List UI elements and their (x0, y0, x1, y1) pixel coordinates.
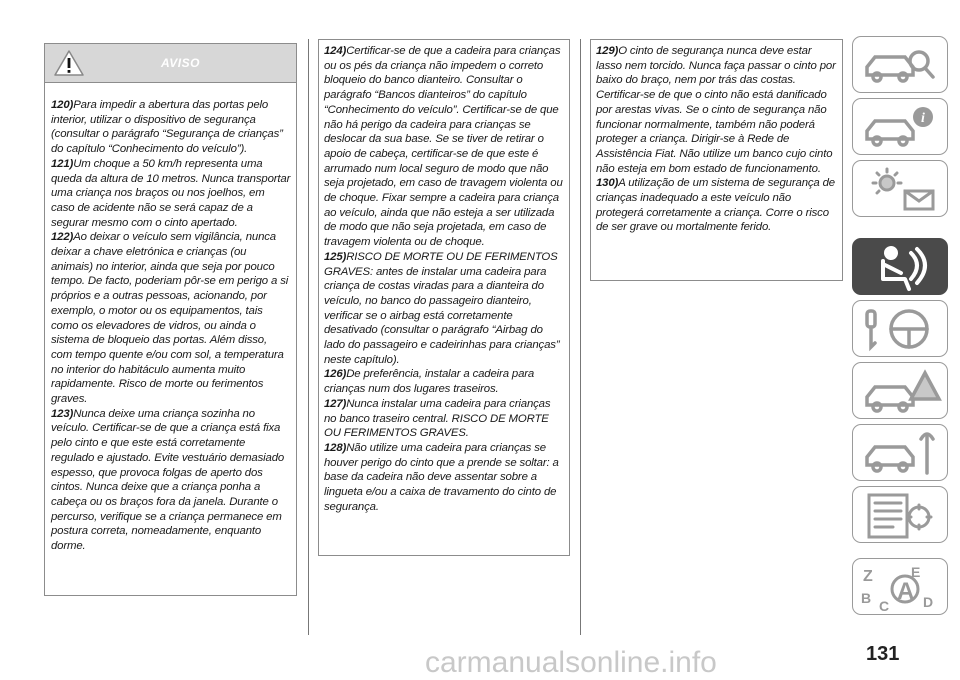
item-number: 123) (51, 407, 74, 420)
specifications-list-icon (853, 487, 949, 544)
tab-safety[interactable] (852, 238, 948, 295)
item-number: 120) (51, 99, 74, 111)
warning-item-129 (596, 44, 837, 176)
item-text: O cinto de segurança nunca deve estar lasso nem torcido. Nunca faça passar o cinto por baixo do braço, nem por trás das costas. Certificar-se de que o cinto não está danificado por arestas vivas. Se o cinto de segurança não funcionar normalmente, também não poderá proteger a criança. Dirigir-se à Rede de Assistência Fiat. Não utilize um banco cujo cinto não esteja em bom estado de funcionamento. (596, 45, 836, 175)
item-number: 126) (324, 368, 347, 381)
item-text: Para impedir a abertura das portas pelo interior, utilizar o dispositivo de segurança (consultar o parágrafo “Segurança de crianças” do capítulo “Conhecimento do veículo”). (51, 99, 283, 156)
warning-body (45, 83, 296, 554)
item-number: 130) (596, 177, 619, 190)
warning-item-123 (51, 407, 291, 554)
warning-box (44, 43, 297, 596)
item-number: 121) (51, 157, 74, 170)
alphabet-index-icon (853, 559, 949, 616)
warning-item-126 (324, 367, 564, 396)
item-number: 128) (324, 441, 347, 454)
tab-car-info[interactable] (852, 98, 948, 155)
item-text: Nunca instalar uma cadeira para crianças no banco traseiro central. RISCO DE MORTE OU FERIMENTOS GRAVES. (324, 397, 551, 440)
tab-technical-data[interactable] (852, 486, 948, 543)
page-number: 131 (866, 643, 900, 665)
tab-starting-driving[interactable] (852, 300, 948, 357)
car-wrench-icon (853, 425, 949, 482)
tab-maintenance[interactable] (852, 424, 948, 481)
car-info-icon (853, 99, 949, 156)
warning-item-130 (596, 176, 837, 235)
key-steering-wheel-icon (853, 301, 949, 358)
svg-text:D: D (923, 594, 934, 610)
svg-text:E: E (911, 564, 921, 580)
tab-emergency[interactable] (852, 362, 948, 419)
warning-title: AVISO (161, 56, 200, 70)
watermark: carmanualsonline.info (425, 646, 717, 679)
warning-lights-mail-icon (853, 161, 949, 218)
item-text: Não utilize uma cadeira para crianças se houver perigo do cinto que a prende se soltar: a base da cadeira não deve assentar sobre a lingueta e/ou a caixa de travamento do cinto de segurança. (324, 441, 559, 513)
car-triangle-icon (853, 363, 949, 420)
warning-continuation-box (318, 39, 570, 556)
item-number: 129) (596, 45, 619, 57)
svg-text:Z: Z (863, 568, 873, 585)
car-search-icon (853, 37, 949, 94)
warning-item-122 (51, 230, 291, 406)
warning-item-124 (324, 44, 564, 250)
warning-item-120 (51, 98, 291, 157)
column-divider (580, 39, 581, 635)
warning-continuation-box-2 (590, 39, 843, 281)
warning-item-121 (51, 157, 291, 231)
item-number: 125) (324, 250, 347, 263)
warning-item-125 (324, 250, 564, 368)
warning-header (45, 44, 296, 83)
svg-text:C: C (879, 598, 890, 614)
item-text: RISCO DE MORTE OU DE FERIMENTOS GRAVES: antes de instalar uma cadeira para criança de costas viradas para a dianteira do veículo, no banco do passageiro dianteiro, verificar se o airbag está corretamente desativado (consultar o parágrafo “Airbag do lado do passageiro e cadeirinhas para crianças” neste capítulo). (324, 250, 560, 366)
item-number: 122) (51, 231, 74, 244)
column-divider (308, 39, 309, 635)
warning-item-127 (324, 397, 564, 441)
tab-index[interactable] (852, 558, 948, 615)
warning-item-128 (324, 441, 564, 515)
item-text: De preferência, instalar a cadeira para crianças num dos lugares traseiros. (324, 368, 535, 396)
tab-car-search[interactable] (852, 36, 948, 93)
item-text: Ao deixar o veículo sem vigilância, nunca deixar a chave eletrónica e crianças (ou animais) no interior, ainda que seja por pouco tempo. De facto, poderiam pôr-se em perigo a si próprios e a outras pessoas, acionando, por exemplo, o motor ou os equipamentos, tais como os elevadores de vidros, ou ainda o sistema de bloqueio das portas. Além disso, com tempo quente e/ou com sol, a temperatura no interior do habitáculo aumenta muito rapidamente. Risco de morte ou ferimentos graves. (51, 231, 289, 406)
item-number: 127) (324, 397, 347, 410)
item-text: Um choque a 50 km/h representa uma queda da altura de 10 metros. Nunca transportar uma criança nos braços ou nos joelhos, em caso de acidente não se será capaz de a segurar mesmo com o cinto apertado. (51, 157, 291, 229)
svg-text:i: i (921, 111, 925, 126)
tab-warning-lights[interactable] (852, 160, 948, 217)
item-text: Certificar-se de que a cadeira para crianças ou os pés da criança não impedem o correto bloqueio do banco dianteiro. Consultar o parágrafo “Bancos dianteiros” do capítulo “Conhecimento do veículo”. Certificar-se de que não há perigo da cadeira para crianças se deslocar da sua base. Se se tiver de retirar o apoio de cabeça, certificar-se de que este é arrumado num local seguro de modo que não seja projetado, em caso de travagem violenta ou de choque. Fixar sempre a cadeira para criança ao veículo, ainda que não esteja a ser utilizada de modo que não seja projetada, em caso de travagem violenta ou de choque. (324, 45, 563, 249)
item-text: Nunca deixe uma criança sozinha no veículo. Certificar-se de que a criança está fixa pelo cinto e que este está corretamente regulado e ajustado. Evite vestuário demasiado espesso, que provoca folgas de aperto dos cintos. Nunca deixe que a criança ponha a cabeça ou os braços fora da janela. Durante o percurso, verifique se a criança permanece em postura correta, nomeadamente, enquanto dorme. (51, 407, 285, 553)
seat-airbag-icon (853, 239, 949, 296)
item-text: A utilização de um sistema de segurança de crianças inadequado a este veículo não protegerá corretamente a criança. Corre o risco de ser grave ou mortalmente ferido. (596, 177, 835, 234)
item-number: 124) (324, 45, 347, 57)
svg-text:A: A (897, 578, 915, 605)
svg-text:B: B (861, 590, 872, 606)
